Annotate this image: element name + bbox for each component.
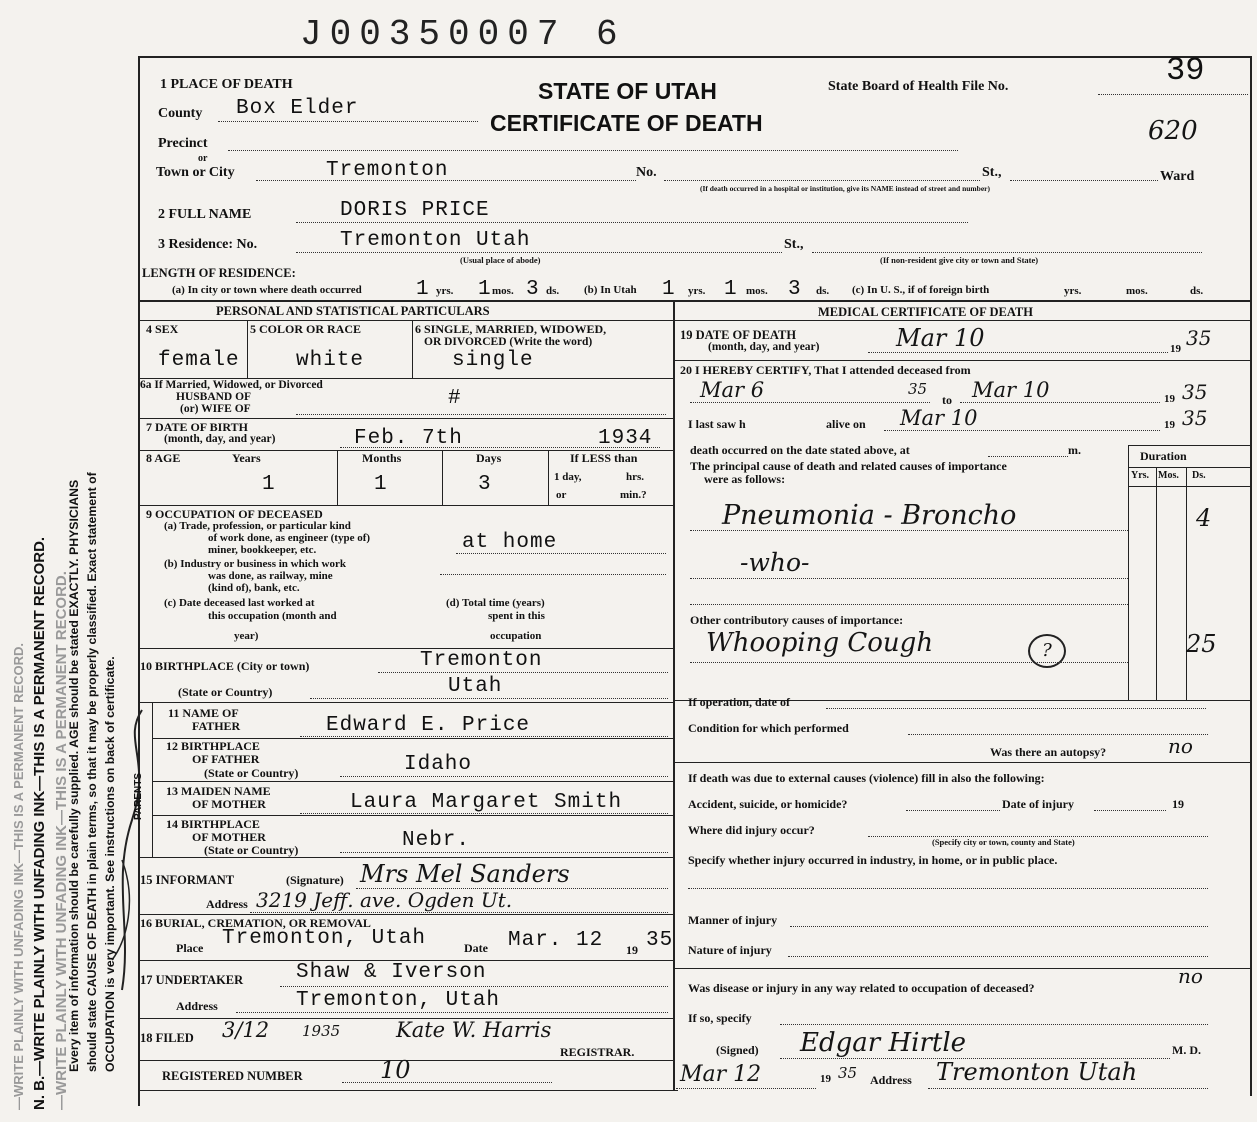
or-label: or: [198, 153, 208, 164]
specify-injury-label: Specify whether injury occurred in industry, in home, or in public place.: [688, 853, 1058, 867]
age-days-label: Days: [476, 451, 502, 465]
state-title: STATE OF UTAH: [538, 78, 717, 104]
personal-section-title: PERSONAL AND STATISTICAL PARTICULARS: [216, 304, 490, 318]
operation-label: If operation, date of: [688, 695, 790, 709]
burial-label: 16 BURIAL, CREMATION, OR REMOVAL: [140, 916, 371, 930]
mother-birthplace-value: Nebr.: [402, 829, 471, 852]
father-birthplace-value: Idaho: [404, 753, 473, 776]
top-border: [138, 56, 1250, 58]
margin-instructions-line-2: should state CAUSE OF DEATH in plain terms, so that it may be properly classified. Exact statement of: [85, 472, 99, 1072]
date-of-death-year: 35: [1186, 326, 1212, 350]
certificate-title: CERTIFICATE OF DEATH: [490, 110, 763, 136]
informant-address-value: 3219 Jeff. ave. Ogden Ut.: [256, 888, 513, 912]
father-value: Edward E. Price: [326, 714, 531, 737]
full-name-label: 2 FULL NAME: [158, 207, 252, 222]
if-so-specify-label: If so, specify: [688, 1011, 752, 1025]
res-a-yrs: 1: [416, 278, 430, 301]
dob-label-2: (month, day, and year): [164, 433, 276, 445]
birthplace-state-label: (State or Country): [178, 685, 273, 699]
injury-date-label: Date of injury: [1002, 797, 1074, 811]
occupation-value: at home: [462, 531, 558, 554]
age-months-value: 1: [374, 473, 388, 496]
ward-label: Ward: [1160, 169, 1195, 184]
registrar-signature: Kate W. Harris: [396, 1018, 552, 1042]
contributory-question-mark: ?: [1028, 634, 1066, 668]
spouse-label-2: HUSBAND OF: [176, 391, 252, 403]
registered-number-label: REGISTERED NUMBER: [162, 1069, 303, 1083]
res-a-label: (a) In city or town where death occurred: [172, 284, 362, 296]
full-name-value: DORIS PRICE: [340, 199, 490, 222]
spouse-label: 6a If Married, Widowed, or Divorced: [140, 379, 323, 391]
age-label: 8 AGE: [146, 451, 181, 465]
burial-year-value: 35: [646, 929, 674, 952]
principal-cause-2: -who-: [740, 548, 810, 577]
external-causes-label: If death was due to external causes (violence) fill in also the following:: [688, 771, 1045, 785]
usual-abode-note: (Usual place of abode): [460, 255, 541, 265]
related-occupation-value: no: [1178, 964, 1203, 988]
contributory-duration-days: 25: [1186, 630, 1217, 658]
age-days-value: 3: [478, 473, 492, 496]
informant-address-label: Address: [206, 897, 248, 911]
physician-address-label: Address: [870, 1073, 912, 1087]
principal-cause-label: The principal cause of death and related causes of importance: [690, 459, 1007, 473]
margin-scrawl-mark: [102, 700, 152, 1000]
marital-label: 6 SINGLE, MARRIED, WIDOWED,: [415, 322, 607, 336]
manner-injury-label: Manner of injury: [688, 913, 778, 927]
mother-label: 13 MAIDEN NAME: [166, 784, 271, 798]
undertaker-address-value: Tremonton, Utah: [296, 989, 501, 1012]
father-birthplace-label: 12 BIRTHPLACE: [166, 739, 260, 753]
attend-to-value: Mar 10: [972, 378, 1050, 402]
occupation-label: 9 OCCUPATION OF DECEASED: [146, 507, 323, 521]
no-label: No.: [636, 165, 657, 180]
filed-label: 18 FILED: [140, 1031, 194, 1045]
res-c-label: (c) In U. S., if of foreign birth: [852, 284, 990, 296]
sex-label: 4 SEX: [146, 322, 179, 336]
burial-place-value: Tremonton, Utah: [222, 927, 427, 950]
margin-warning-faint: —WRITE PLAINLY WITH UNFADING INK—THIS IS A PERMANENT RECORD.: [11, 642, 26, 1110]
signed-label: (Signed): [716, 1043, 759, 1057]
color-value: white: [296, 349, 365, 372]
date-of-death-value: Mar 10: [896, 324, 985, 352]
spouse-value: #: [448, 387, 462, 410]
res-b-ds: 3: [788, 278, 802, 301]
county-value: Box Elder: [236, 97, 359, 120]
related-occupation-label: Was disease or injury in any way related to occupation of deceased?: [688, 981, 1035, 995]
margin-warning-faint-2: —WRITE PLAINLY WITH UNFADING INK—THIS IS A PERMANENT RECORD.: [53, 571, 70, 1110]
dob-month-day: Feb. 7th: [354, 427, 463, 450]
sex-value: female: [158, 349, 240, 372]
registrar-label: REGISTRAR.: [560, 1045, 635, 1059]
duration-label: Duration: [1140, 449, 1187, 463]
nature-injury-label: Nature of injury: [688, 943, 772, 957]
right-border: [1250, 56, 1252, 1096]
page-number: 39: [1166, 52, 1205, 89]
place-of-death-label: 1 PLACE OF DEATH: [160, 77, 293, 92]
margin-instructions-line-1: Every item of information should be carefully supplied. AGE should be stated EXACTLY. PHYSICIANS: [67, 479, 81, 1072]
center-divider: [673, 300, 675, 1090]
margin-instructions-line-3: OCCUPATION is very important. See instructions on back of certificate.: [103, 656, 117, 1072]
informant-signature: Mrs Mel Sanders: [360, 860, 570, 888]
res-a-ds: 3: [526, 278, 540, 301]
burial-place-label: Place: [176, 941, 204, 955]
informant-label: 15 INFORMANT: [140, 873, 235, 887]
mother-value: Laura Margaret Smith: [350, 791, 623, 814]
last-saw-value: Mar 10: [900, 406, 978, 430]
contributory-label: Other contributory causes of importance:: [690, 613, 904, 627]
accident-label: Accident, suicide, or homicide?: [688, 797, 848, 811]
duration-box-left: [1128, 445, 1129, 700]
margin-warning: N. B.—WRITE PLAINLY WITH UNFADING INK—THIS IS A PERMANENT RECORD.: [31, 536, 48, 1110]
marital-label-2: OR DIVORCED (Write the word): [424, 336, 593, 348]
where-injury-note: (Specify city or town, county and State): [932, 837, 1075, 847]
res-b-mos: 1: [724, 278, 738, 301]
attend-from-value: Mar 6: [700, 378, 765, 402]
birthplace-city: Tremonton: [420, 649, 543, 672]
margin-instructions: [6, 0, 134, 1122]
residence-value: Tremonton Utah: [340, 229, 531, 252]
age-lessthan-label: If LESS than: [570, 451, 638, 465]
left-border: [138, 56, 140, 1106]
file-no-value: 620: [1148, 116, 1198, 146]
cause-1-duration-days: 4: [1196, 504, 1212, 532]
residence-label: 3 Residence: No.: [158, 237, 258, 252]
county-label: County: [158, 106, 203, 121]
age-years-label: Years: [232, 451, 261, 465]
where-injury-label: Where did injury occur?: [688, 823, 815, 837]
filed-year: 1935: [302, 1022, 341, 1040]
town-label: Town or City: [156, 165, 235, 180]
residence-street-label: St.,: [784, 237, 804, 252]
burial-date-value: Mar. 12: [508, 929, 604, 952]
physician-sign-date: Mar 12: [680, 1062, 762, 1087]
principal-cause-1: Pneumonia - Broncho: [722, 500, 1017, 531]
age-months-label: Months: [362, 451, 402, 465]
undertaker-value: Shaw & Iverson: [296, 961, 487, 984]
undertaker-label: 17 UNDERTAKER: [140, 973, 244, 987]
file-no-label: State Board of Health File No.: [828, 79, 1009, 94]
precinct-label: Precinct: [158, 136, 208, 151]
age-years-value: 1: [262, 473, 276, 496]
registered-number-value: 10: [380, 1056, 411, 1084]
certify-label: 20 I HEREBY CERTIFY, That I attended deceased from: [680, 363, 971, 377]
spouse-label-3: (or) WIFE OF: [180, 403, 251, 415]
filed-date: 3/12: [222, 1018, 270, 1042]
undertaker-address-label: Address: [176, 999, 218, 1013]
marital-value: single: [452, 349, 534, 372]
mother-birthplace-label: 14 BIRTHPLACE: [166, 817, 260, 831]
physician-address-value: Tremonton Utah: [936, 1058, 1138, 1086]
res-a-mos: 1: [478, 278, 492, 301]
physician-signature: Edgar Hirtle: [800, 1028, 967, 1058]
death-occurred-label: death occurred on the date stated above, at: [690, 443, 910, 457]
length-residence-label: LENGTH OF RESIDENCE:: [142, 266, 296, 280]
autopsy-label: Was there an autopsy?: [990, 745, 1107, 759]
hospital-note: (If death occurred in a hospital or institution, give its NAME instead of street and number): [700, 184, 991, 193]
contributory-cause: Whooping Cough: [706, 628, 934, 658]
color-label: 5 COLOR OR RACE: [250, 322, 362, 336]
residence-divider: [138, 300, 1250, 302]
condition-label: Condition for which performed: [688, 721, 849, 735]
town-value: Tremonton: [326, 159, 449, 182]
medical-section-title: MEDICAL CERTIFICATE OF DEATH: [818, 305, 1033, 319]
autopsy-value: no: [1168, 734, 1193, 758]
dob-label: 7 DATE OF BIRTH: [146, 420, 248, 434]
parents-label: PARENTS: [133, 772, 144, 820]
birthplace-label: 10 BIRTHPLACE (City or town): [140, 659, 310, 673]
last-saw-label: I last saw h: [688, 417, 746, 431]
dob-year: 1934: [598, 427, 653, 450]
date-of-death-label: 19 DATE OF DEATH: [680, 328, 797, 342]
res-b-label: (b) In Utah: [584, 284, 637, 296]
birthplace-state: Utah: [448, 675, 503, 698]
street-label: St.,: [982, 165, 1002, 180]
father-label: 11 NAME OF: [168, 706, 239, 720]
burial-date-label: Date: [464, 941, 488, 955]
nonresident-note: (If non-resident give city or town and State): [880, 255, 1039, 265]
res-b-yrs: 1: [662, 278, 676, 301]
serial-number: J00350007 6: [300, 14, 626, 55]
physician-sign-year: 35: [838, 1064, 858, 1082]
